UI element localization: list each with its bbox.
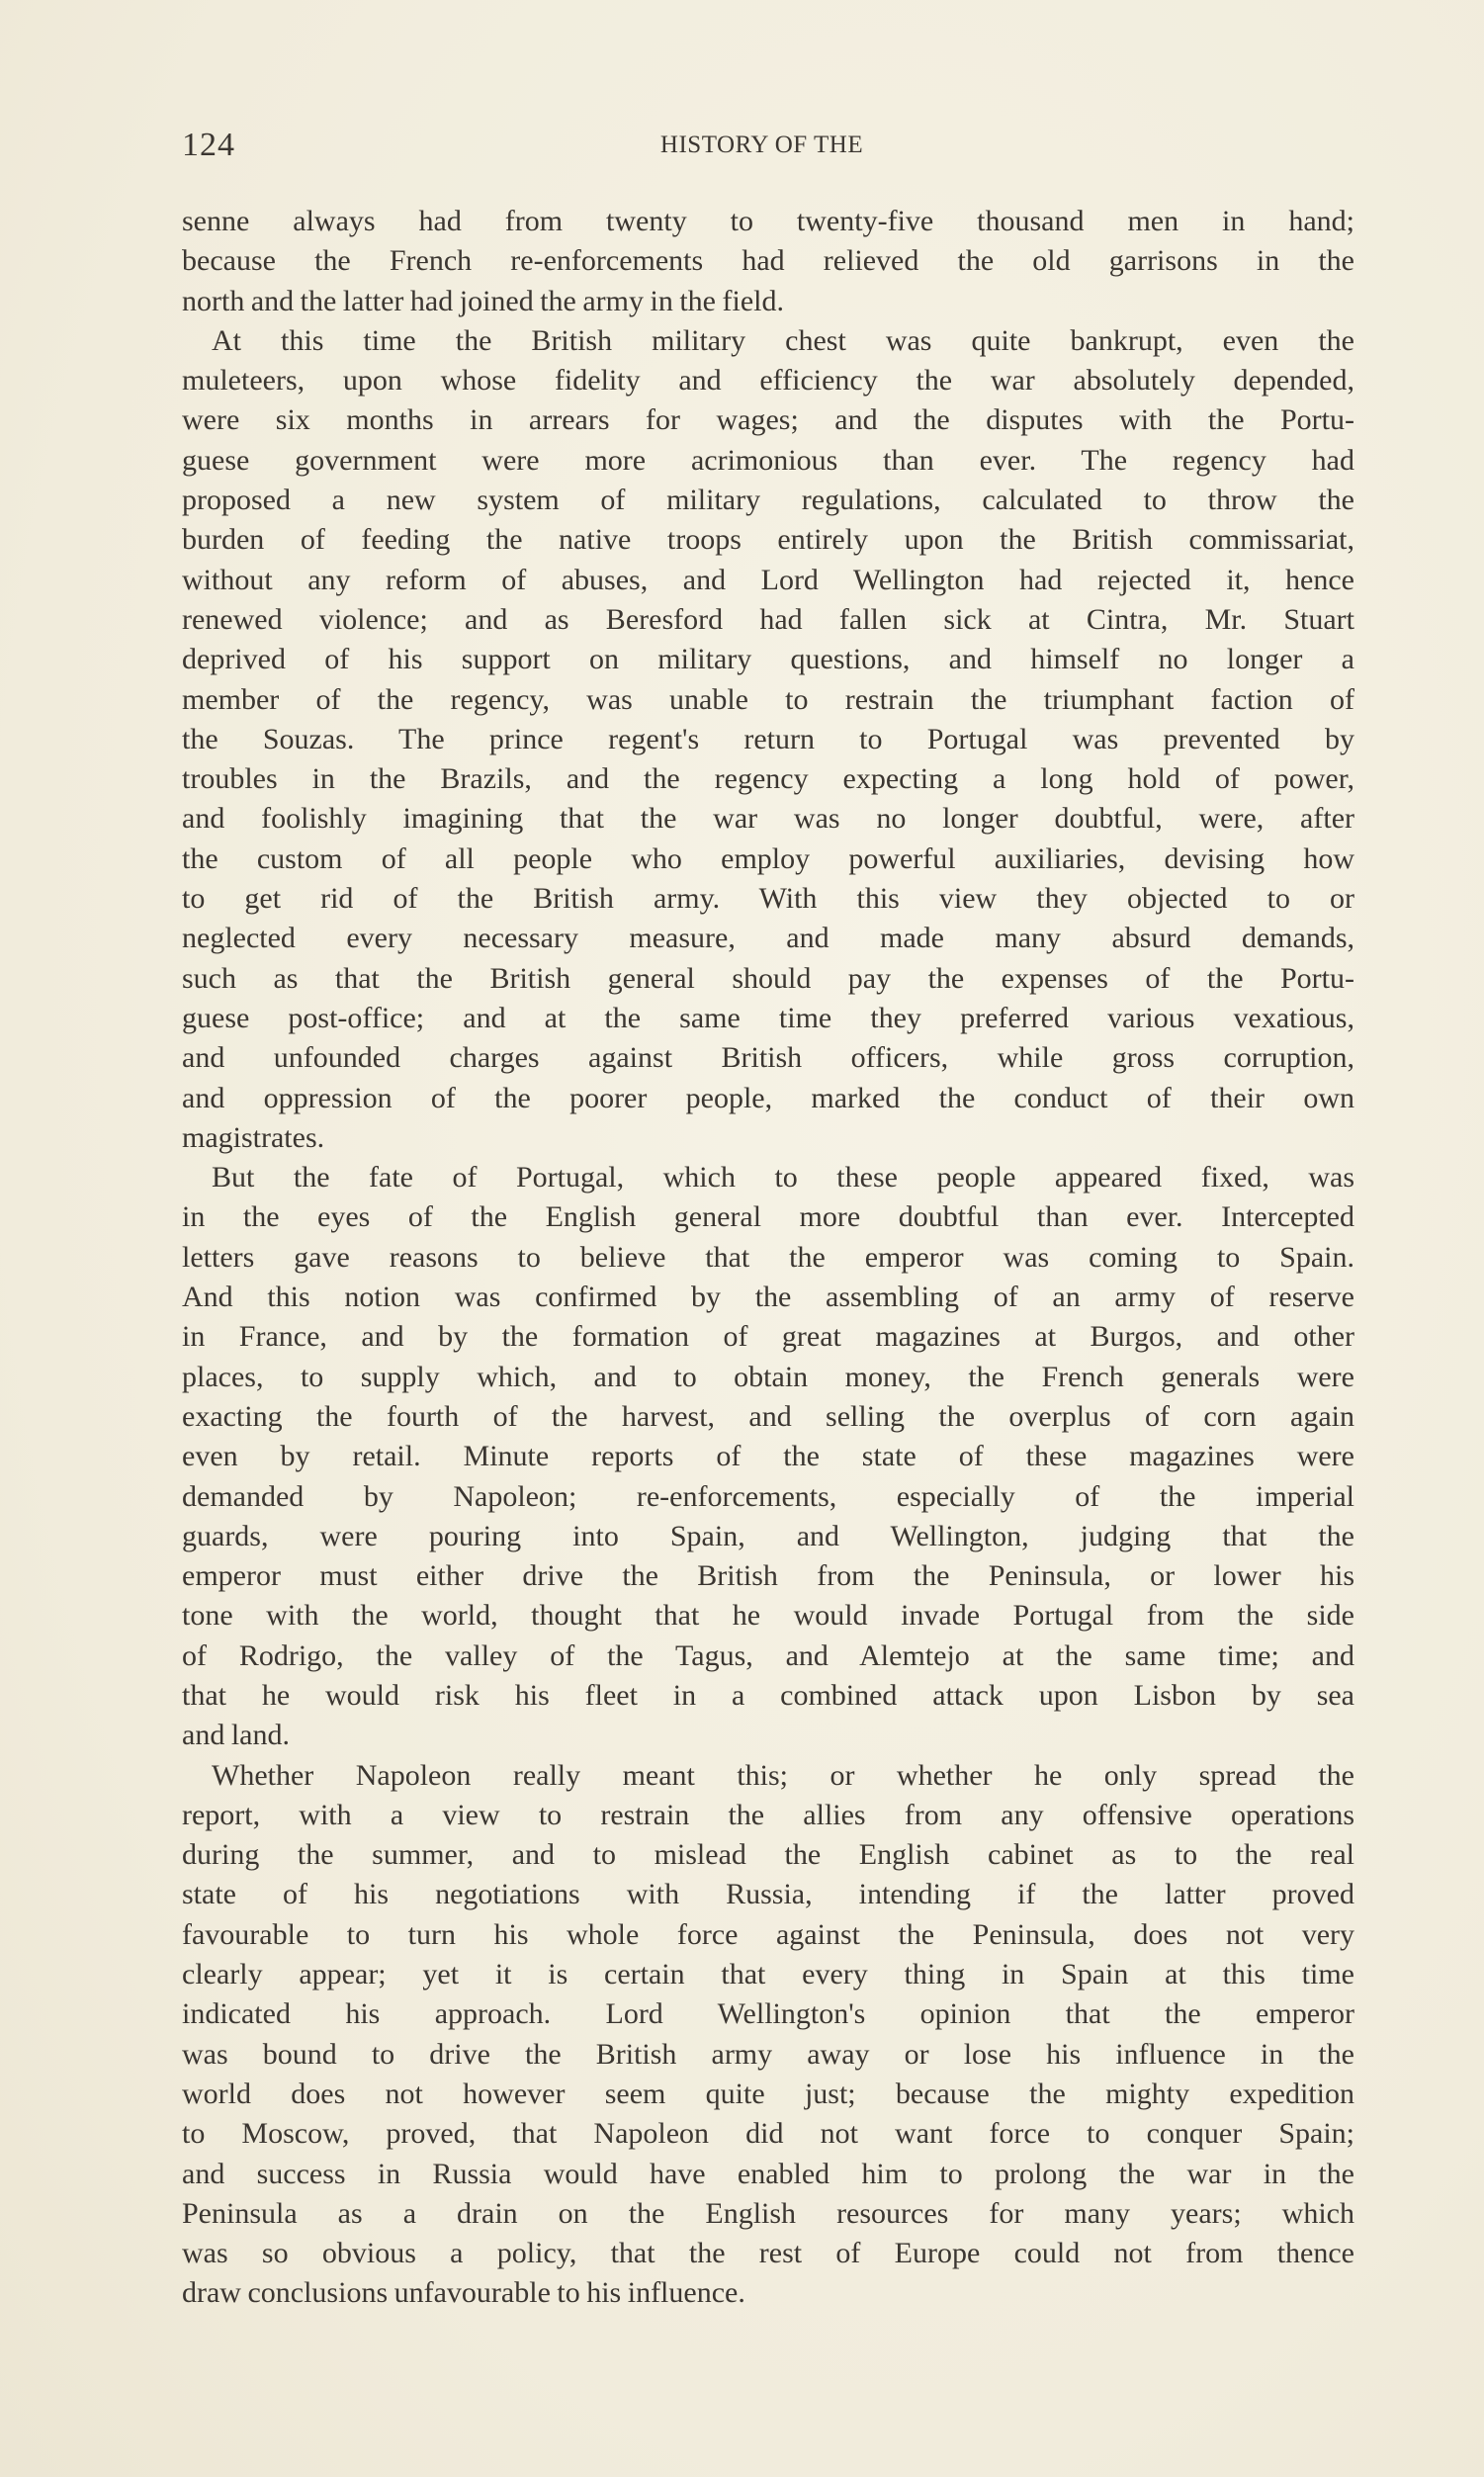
text-line: guese government were more acrimonious than ever. The regency had: [182, 443, 1354, 477]
text-line: the custom of all people who employ powerful auxiliaries, devising how: [182, 841, 1354, 875]
text-line: report, with a view to restrain the allies from any offensive operations: [182, 1798, 1354, 1831]
text-line: in France, and by the formation of great magazines at Burgos, and other: [182, 1320, 1354, 1354]
body-text: [182, 202, 1354, 2314]
text-line: because the French re-enforcements had relieved the old garrisons in the: [182, 244, 1354, 278]
text-line: member of the regency, was unable to restrain the triumphant faction of: [182, 682, 1354, 716]
text-line: and unfounded charges against British officers, while gross corruption,: [182, 1041, 1354, 1075]
text-line: emperor must either drive the British from the Peninsula, or lower his: [182, 1559, 1354, 1593]
text-line: of Rodrigo, the valley of the Tagus, and Alemtejo at the same time; and: [182, 1638, 1354, 1672]
text-line: Peninsula as a drain on the English resources for many years; which: [182, 2196, 1354, 2230]
text-line: to Moscow, proved, that Napoleon did not want force to conquer Spain;: [182, 2117, 1354, 2151]
text-line: that he would risk his fleet in a combined attack upon Lisbon by sea: [182, 1678, 1354, 1712]
text-line: in the eyes of the English general more doubtful than ever. Intercepted: [182, 1200, 1354, 1234]
text-line: the Souzas. The prince regent's return to Portugal was prevented by: [182, 722, 1354, 755]
text-line: neglected every necessary measure, and made many absurd demands,: [182, 922, 1354, 955]
text-line: renewed violence; and as Beresford had fallen sick at Cintra, Mr. Stuart: [182, 602, 1354, 636]
text-line: draw conclusions unfavourable to his influence.: [182, 2276, 745, 2310]
text-line: At this time the British military chest was quite bankrupt, even the: [212, 323, 1354, 357]
text-line: were six months in arrears for wages; and the disputes with the Portu-: [182, 403, 1354, 437]
text-line: letters gave reasons to believe that the emperor was coming to Spain.: [182, 1240, 1354, 1274]
text-line: guese post-office; and at the same time they preferred various vexatious,: [182, 1001, 1354, 1034]
text-line: was so obvious a policy, that the rest of Europe could not from thence: [182, 2237, 1354, 2270]
text-line: guards, were pouring into Spain, and Wellington, judging that the: [182, 1519, 1354, 1552]
text-line: even by retail. Minute reports of the state of these magazines were: [182, 1440, 1354, 1473]
text-line: indicated his approach. Lord Wellington's opinion that the emperor: [182, 1997, 1354, 2031]
text-line: burden of feeding the native troops entirely upon the British commissariat,: [182, 523, 1354, 557]
text-line: muleteers, upon whose fidelity and efficiency the war absolutely depended,: [182, 364, 1354, 398]
text-line: without any reform of abuses, and Lord Wellington had rejected it, hence: [182, 563, 1354, 596]
text-line: favourable to turn his whole force against the Peninsula, does not very: [182, 1917, 1354, 1951]
text-line: to get rid of the British army. With this view they objected to or: [182, 882, 1354, 916]
text-line: places, to supply which, and to obtain money, the French generals were: [182, 1360, 1354, 1393]
text-line: clearly appear; yet it is certain that every thing in Spain at this time: [182, 1958, 1354, 1991]
text-line: world does not however seem quite just; because the mighty expedition: [182, 2077, 1354, 2110]
text-line: deprived of his support on military questions, and himself no longer a: [182, 643, 1354, 676]
text-line: and oppression of the poorer people, marked the conduct of their own: [182, 1081, 1354, 1114]
text-line: senne always had from twenty to twenty-five thousand men in hand;: [182, 205, 1354, 237]
text-line: demanded by Napoleon; re-enforcements, especially of the imperial: [182, 1479, 1354, 1513]
text-line: tone with the world, thought that he would invade Portugal from the side: [182, 1599, 1354, 1633]
text-line: such as that the British general should pay the expenses of the Portu-: [182, 961, 1354, 995]
text-line: north and the latter had joined the army in the field.: [182, 284, 784, 317]
text-line: and land.: [182, 1719, 290, 1752]
running-head: HISTORY OF THE: [659, 132, 864, 158]
text-line: proposed a new system of military regulations, calculated to throw the: [182, 484, 1354, 517]
text-line: Whether Napoleon really meant this; or whether he only spread the: [212, 1758, 1354, 1792]
text-line: But the fate of Portugal, which to these people appeared fixed, was: [212, 1161, 1354, 1194]
text-line: was bound to drive the British army away or lose his influence in the: [182, 2037, 1354, 2071]
text-line: And this notion was confirmed by the assembling of an army of reserve: [182, 1281, 1354, 1314]
text-line: and success in Russia would have enabled him to prolong the war in the: [182, 2157, 1354, 2190]
text-line: exacting the fourth of the harvest, and selling the overplus of corn again: [182, 1399, 1354, 1433]
text-line: during the summer, and to mislead the English cabinet as to the real: [182, 1838, 1354, 1872]
text-line: state of his negotiations with Russia, intending if the latter proved: [182, 1878, 1354, 1911]
text-line: magistrates.: [182, 1120, 325, 1154]
page-number: 124: [182, 127, 235, 163]
text-line: and foolishly imagining that the war was no longer doubtful, were, after: [182, 802, 1354, 836]
text-line: troubles in the Brazils, and the regency expecting a long hold of power,: [182, 762, 1354, 796]
